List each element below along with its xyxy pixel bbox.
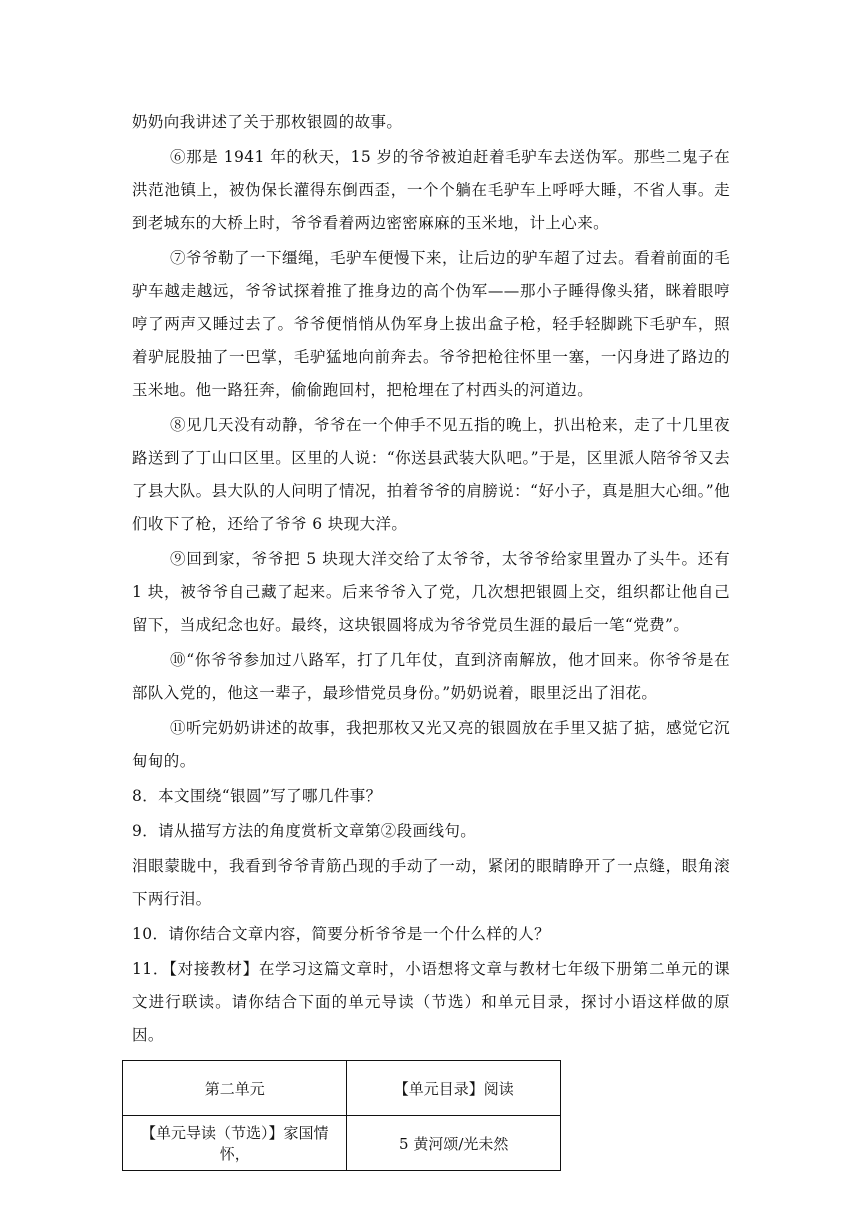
table-cell-guide: 【单元导读（节选）】家国情怀， [123,1116,347,1171]
story-paragraph-8: ⑧见几天没有动静，爷爷在一个伸手不见五指的晚上，扒出枪来，走了十几里夜路送到了丁山口区里。区里的人说：“你送县武装大队吧。”于是，区里派人陪爷爷又去了县大队。县大队的人问明了情况，拍着爷爷的肩膀说：“好小子，真是胆大心细。”他们收下了枪，还给了爷爷 6 块现大洋。 [132,416,730,533]
story-paragraph-10: ⑩“你爷爷参加过八路军，打了几年仗，直到济南解放，他才回来。你爷爷是在部队入党的，他这一辈子，最珍惜党员身份。”奶奶说着，眼里泛出了泪花。 [132,651,730,702]
table-header-unit: 第二单元 [123,1061,347,1116]
question-10: 10．请你结合文章内容，简要分析爷爷是一个什么样的人？ [132,925,551,943]
story-paragraph-9: ⑨回到家，爷爷把 5 块现大洋交给了太爷爷，太爷爷给家里置办了头牛。还有 1 块，被爷爷自己藏了起来。后来爷爷入了党，几次想把银圆上交，组织都让他自己留下，当成纪念也好。最终，这块银圆将成为爷爷党员生涯的最后一笔“党费”。 [132,550,730,634]
question-9-quoted-sentence: 泪眼蒙眬中，我看到爷爷青筋凸现的手动了一动，紧闭的眼睛睁开了一点缝，眼角滚下两行泪。 [132,857,730,908]
document-body [132,106,730,1171]
unit-table [122,1060,561,1171]
question-8: 8．本文围绕“银圆”写了哪几件事？ [132,787,382,805]
table-row [123,1116,561,1171]
table-header-catalog: 【单元目录】阅读 [347,1061,561,1116]
story-paragraph-7: ⑦爷爷勒了一下缰绳，毛驴车便慢下来，让后边的驴车超了过去。看着前面的毛驴车越走越远，爷爷试探着推了推身边的高个伪军——那小子睡得像头猪，眯着眼哼哼了两声又睡过去了。爷爷便悄悄从伪军身上拔出盒子枪，轻手轻脚跳下毛驴车，照着驴屁股抽了一巴掌，毛驴猛地向前奔去。爷爷把枪往怀里一塞，一闪身进了路边的玉米地。他一路狂奔，偷偷跑回村，把枪埋在了村西头的河道边。 [132,249,730,399]
story-paragraph-11: ⑪听完奶奶讲述的故事，我把那枚又光又亮的银圆放在手里又掂了掂，感觉它沉甸甸的。 [132,719,730,770]
table-cell-lesson: 5 黄河颂/光未然 [347,1116,561,1171]
question-11: 11．【对接教材】在学习这篇文章时，小语想将文章与教材七年级下册第二单元的课文进行联读。请你结合下面的单元导读（节选）和单元目录，探讨小语这样做的原因。 [132,960,730,1044]
table-row [123,1061,561,1116]
question-9: 9．请从描写方法的角度赏析文章第②段画线句。 [132,822,477,840]
story-paragraph-6: ⑥那是 1941 年的秋天，15 岁的爷爷被迫赶着毛驴车去送伪军。那些二鬼子在洪范池镇上，被伪保长灌得东倒西歪，一个个躺在毛驴车上呼呼大睡，不省人事。走到老城东的大桥上时，爷爷看着两边密密麻麻的玉米地，计上心来。 [132,148,730,232]
story-paragraph-intro: 奶奶向我讲述了关于那枚银圆的故事。 [132,113,403,131]
